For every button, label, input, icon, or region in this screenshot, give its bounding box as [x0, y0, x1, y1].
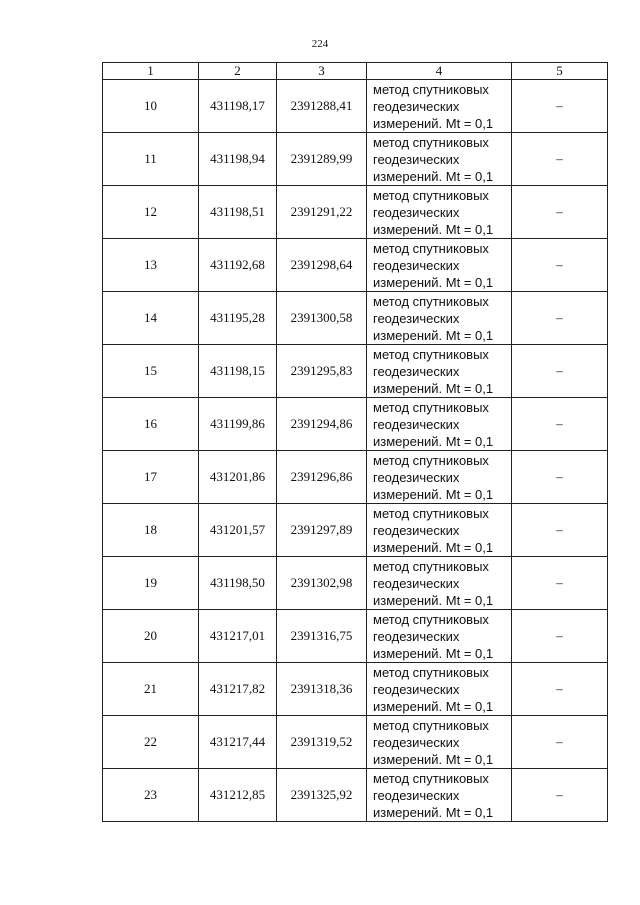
method-line: геодезических: [373, 98, 460, 114]
method-cell: [367, 345, 512, 398]
table-row: [103, 769, 608, 822]
method-line: метод спутниковых: [373, 611, 489, 627]
method-cell: [367, 133, 512, 186]
method-cell: [367, 398, 512, 451]
header-col-4: 4: [367, 63, 512, 80]
column-5-cell: –: [512, 292, 608, 345]
x-coordinate-cell: 431198,51: [199, 186, 277, 239]
point-number-cell: 18: [103, 504, 199, 557]
point-number-cell: 17: [103, 451, 199, 504]
method-cell: [367, 610, 512, 663]
column-5-cell: –: [512, 716, 608, 769]
method-cell: [367, 239, 512, 292]
method-cell: [367, 451, 512, 504]
method-cell: [367, 663, 512, 716]
y-coordinate-cell: 2391288,41: [277, 80, 367, 133]
header-col-3: 3: [277, 63, 367, 80]
table-row: [103, 292, 608, 345]
x-coordinate-cell: 431212,85: [199, 769, 277, 822]
method-line: измерений. Mt = 0,1: [373, 221, 494, 237]
coordinates-table: [102, 62, 608, 822]
method-cell: [367, 504, 512, 557]
point-number-cell: 15: [103, 345, 199, 398]
header-col-2: 2: [199, 63, 277, 80]
column-5-cell: –: [512, 345, 608, 398]
method-line: метод спутниковых: [373, 293, 489, 309]
y-coordinate-cell: 2391318,36: [277, 663, 367, 716]
column-5-cell: –: [512, 451, 608, 504]
point-number-cell: 11: [103, 133, 199, 186]
method-line: метод спутниковых: [373, 664, 489, 680]
x-coordinate-cell: 431192,68: [199, 239, 277, 292]
y-coordinate-cell: 2391291,22: [277, 186, 367, 239]
point-number-cell: 14: [103, 292, 199, 345]
y-coordinate-cell: 2391319,52: [277, 716, 367, 769]
method-line: геодезических: [373, 204, 460, 220]
method-line: геодезических: [373, 151, 460, 167]
table-row: [103, 557, 608, 610]
method-line: геодезических: [373, 522, 460, 538]
y-coordinate-cell: 2391325,92: [277, 769, 367, 822]
column-5-cell: –: [512, 133, 608, 186]
column-5-cell: –: [512, 663, 608, 716]
table-row: [103, 133, 608, 186]
method-line: геодезических: [373, 310, 460, 326]
x-coordinate-cell: 431217,44: [199, 716, 277, 769]
y-coordinate-cell: 2391297,89: [277, 504, 367, 557]
method-line: геодезических: [373, 469, 460, 485]
x-coordinate-cell: 431198,94: [199, 133, 277, 186]
method-cell: [367, 769, 512, 822]
x-coordinate-cell: 431198,17: [199, 80, 277, 133]
method-cell: [367, 80, 512, 133]
method-line: метод спутниковых: [373, 187, 489, 203]
y-coordinate-cell: 2391289,99: [277, 133, 367, 186]
table-row: [103, 186, 608, 239]
point-number-cell: 22: [103, 716, 199, 769]
x-coordinate-cell: 431217,82: [199, 663, 277, 716]
method-line: измерений. Mt = 0,1: [373, 433, 494, 449]
column-5-cell: –: [512, 80, 608, 133]
method-line: метод спутниковых: [373, 770, 489, 786]
method-line: измерений. Mt = 0,1: [373, 539, 494, 555]
method-line: геодезических: [373, 575, 460, 591]
table-body: [103, 80, 608, 822]
header-col-1: 1: [103, 63, 199, 80]
method-line: метод спутниковых: [373, 346, 489, 362]
method-line: метод спутниковых: [373, 134, 489, 150]
method-line: геодезических: [373, 416, 460, 432]
method-line: измерений. Mt = 0,1: [373, 327, 494, 343]
page-number: 224: [311, 38, 329, 50]
table-row: [103, 663, 608, 716]
table-row: [103, 345, 608, 398]
y-coordinate-cell: 2391316,75: [277, 610, 367, 663]
method-line: геодезических: [373, 257, 460, 273]
x-coordinate-cell: 431198,15: [199, 345, 277, 398]
method-line: геодезических: [373, 681, 460, 697]
method-line: измерений. Mt = 0,1: [373, 804, 494, 820]
header-col-5: 5: [512, 63, 608, 80]
method-line: геодезических: [373, 628, 460, 644]
table-row: [103, 398, 608, 451]
x-coordinate-cell: 431199,86: [199, 398, 277, 451]
method-line: метод спутниковых: [373, 240, 489, 256]
method-line: измерений. Mt = 0,1: [373, 645, 494, 661]
column-5-cell: –: [512, 398, 608, 451]
y-coordinate-cell: 2391295,83: [277, 345, 367, 398]
method-line: метод спутниковых: [373, 81, 489, 97]
method-line: измерений. Mt = 0,1: [373, 486, 494, 502]
y-coordinate-cell: 2391294,86: [277, 398, 367, 451]
table-row: [103, 504, 608, 557]
column-5-cell: –: [512, 504, 608, 557]
x-coordinate-cell: 431195,28: [199, 292, 277, 345]
y-coordinate-cell: 2391296,86: [277, 451, 367, 504]
column-5-cell: –: [512, 769, 608, 822]
point-number-cell: 16: [103, 398, 199, 451]
y-coordinate-cell: 2391298,64: [277, 239, 367, 292]
method-line: измерений. Mt = 0,1: [373, 274, 494, 290]
method-line: измерений. Mt = 0,1: [373, 168, 494, 184]
method-cell: [367, 292, 512, 345]
x-coordinate-cell: 431217,01: [199, 610, 277, 663]
method-line: измерений. Mt = 0,1: [373, 592, 494, 608]
x-coordinate-cell: 431201,57: [199, 504, 277, 557]
method-line: геодезических: [373, 787, 460, 803]
method-line: метод спутниковых: [373, 558, 489, 574]
method-cell: [367, 186, 512, 239]
column-5-cell: –: [512, 557, 608, 610]
point-number-cell: 12: [103, 186, 199, 239]
point-number-cell: 23: [103, 769, 199, 822]
method-line: измерений. Mt = 0,1: [373, 751, 494, 767]
method-line: измерений. Mt = 0,1: [373, 380, 494, 396]
x-coordinate-cell: 431198,50: [199, 557, 277, 610]
point-number-cell: 10: [103, 80, 199, 133]
method-line: метод спутниковых: [373, 452, 489, 468]
column-5-cell: –: [512, 186, 608, 239]
method-line: геодезических: [373, 734, 460, 750]
method-line: метод спутниковых: [373, 505, 489, 521]
column-5-cell: –: [512, 610, 608, 663]
method-line: измерений. Mt = 0,1: [373, 698, 494, 714]
point-number-cell: 20: [103, 610, 199, 663]
method-line: измерений. Mt = 0,1: [373, 115, 494, 131]
method-line: геодезических: [373, 363, 460, 379]
table-header-row: [103, 63, 608, 80]
table-row: [103, 451, 608, 504]
y-coordinate-cell: 2391302,98: [277, 557, 367, 610]
point-number-cell: 19: [103, 557, 199, 610]
point-number-cell: 21: [103, 663, 199, 716]
method-line: метод спутниковых: [373, 399, 489, 415]
table-row: [103, 610, 608, 663]
method-cell: [367, 557, 512, 610]
table-row: [103, 80, 608, 133]
method-line: метод спутниковых: [373, 717, 489, 733]
table-row: [103, 239, 608, 292]
point-number-cell: 13: [103, 239, 199, 292]
table-row: [103, 716, 608, 769]
y-coordinate-cell: 2391300,58: [277, 292, 367, 345]
x-coordinate-cell: 431201,86: [199, 451, 277, 504]
method-cell: [367, 716, 512, 769]
column-5-cell: –: [512, 239, 608, 292]
